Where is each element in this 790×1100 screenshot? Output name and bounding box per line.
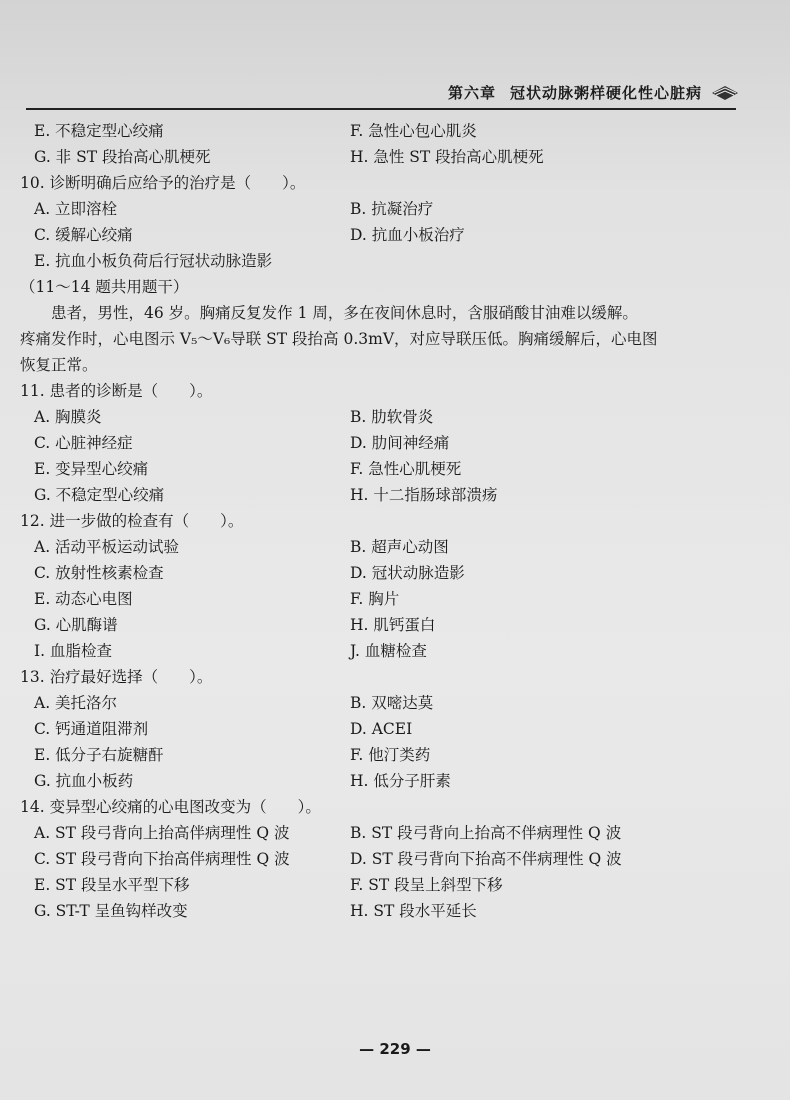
page-number: — 229 — [359,1040,431,1058]
option-row [20,612,750,638]
option-row [20,430,750,456]
option: C. 心脏神经症 [34,434,133,452]
option: D. ST 段弓背向下抬高不伴病理性 Q 波 [350,850,622,868]
chapter-number: 第六章 [447,83,496,102]
option: E. 变异型心绞痛 [34,460,149,478]
option: B. 超声心动图 [350,538,449,556]
question-stem [20,170,750,196]
question-stem [20,794,750,820]
option: D. 肋间神经痛 [350,434,450,452]
option: G. 非 ST 段抬高心肌梗死 [34,148,211,166]
option: G. ST-T 呈鱼钩样改变 [34,902,188,920]
option-row [20,586,750,612]
running-header [360,78,740,106]
option: A. ST 段弓背向上抬高伴病理性 Q 波 [34,824,290,842]
option: A. 美托洛尔 [34,694,118,712]
case-text: 疼痛发作时，心电图示 V₅～V₆导联 ST 段抬高 0.3mV，对应导联压低。胸痛缓解后，心电图 [20,330,658,348]
option: C. 钙通道阻滞剂 [34,720,149,738]
option: E. 低分子右旋糖酐 [34,746,164,764]
option-row [20,534,750,560]
option: E. 不稳定型心绞痛 [34,122,164,140]
option: B. 抗凝治疗 [350,200,434,218]
option-row [20,404,750,430]
option: F. 急性心包心肌炎 [350,122,477,140]
question-text: 10. 诊断明确后应给予的治疗是（ ）。 [20,174,306,192]
option: F. 急性心肌梗死 [350,460,462,478]
option-row [20,144,750,170]
option: C. ST 段弓背向下抬高伴病理性 Q 波 [34,850,290,868]
question-stem [20,508,750,534]
option: H. 低分子肝素 [350,772,451,790]
option: A. 胸膜炎 [34,408,102,426]
option: J. 血糖检查 [350,642,427,660]
option-row [20,846,750,872]
option: B. 双嘧达莫 [350,694,434,712]
option-row [20,560,750,586]
shared-stem-heading [20,274,750,300]
option-row [20,768,750,794]
option: H. 十二指肠球部溃疡 [350,486,498,504]
case-text: 恢复正常。 [20,356,98,374]
option: I. 血脂检查 [34,642,112,660]
option: G. 心肌酶谱 [34,616,118,634]
option: D. 抗血小板治疗 [350,226,465,244]
case-text: 患者，男性，46 岁。胸痛反复发作 1 周，多在夜间休息时，含服硝酸甘油难以缓解。 [20,304,638,322]
option-row [20,248,750,274]
option: F. ST 段呈上斜型下移 [350,876,503,894]
option: E. 动态心电图 [34,590,133,608]
question-text: （11～14 题共用题干） [20,278,189,296]
option: H. 急性 ST 段抬高心肌梗死 [350,148,544,166]
option-row [20,690,750,716]
option: D. 冠状动脉造影 [350,564,465,582]
option-row [20,716,750,742]
option-row [20,482,750,508]
question-text: 14. 变异型心绞痛的心电图改变为（ ）。 [20,798,321,816]
option-row [20,872,750,898]
option: E. 抗血小板负荷后行冠状动脉造影 [34,252,273,270]
option: E. ST 段呈水平型下移 [34,876,190,894]
option-row [20,456,750,482]
option: H. ST 段水平延长 [350,902,477,920]
option-row [20,222,750,248]
option: C. 缓解心绞痛 [34,226,133,244]
option: A. 立即溶栓 [34,200,118,218]
case-paragraph-line [20,352,750,378]
option: A. 活动平板运动试验 [34,538,180,556]
question-text: 12. 进一步做的检查有（ ）。 [20,512,244,530]
option: H. 肌钙蛋白 [350,616,436,634]
option: F. 他汀类药 [350,746,431,764]
option: D. ACEI [350,720,413,738]
header-rule [26,108,736,110]
option-row [20,898,750,924]
question-text: 11. 患者的诊断是（ ）。 [20,382,213,400]
option: C. 放射性核素检查 [34,564,164,582]
case-paragraph-line [20,300,750,326]
option: B. 肋软骨炎 [350,408,434,426]
question-stem [20,664,750,690]
option: G. 抗血小板药 [34,772,134,790]
question-text: 13. 治疗最好选择（ ）。 [20,668,213,686]
case-paragraph-line [20,326,750,352]
option-row [20,118,750,144]
question-stem [20,378,750,404]
option: B. ST 段弓背向上抬高不伴病理性 Q 波 [350,824,622,842]
option: F. 胸片 [350,590,400,608]
chapter-title: 冠状动脉粥样硬化性心脏病 [509,83,702,102]
option-row [20,196,750,222]
open-book-icon [710,81,740,103]
option-row [20,638,750,664]
option-row [20,742,750,768]
option: G. 不稳定型心绞痛 [34,486,165,504]
option-row [20,820,750,846]
question-content [20,118,750,924]
